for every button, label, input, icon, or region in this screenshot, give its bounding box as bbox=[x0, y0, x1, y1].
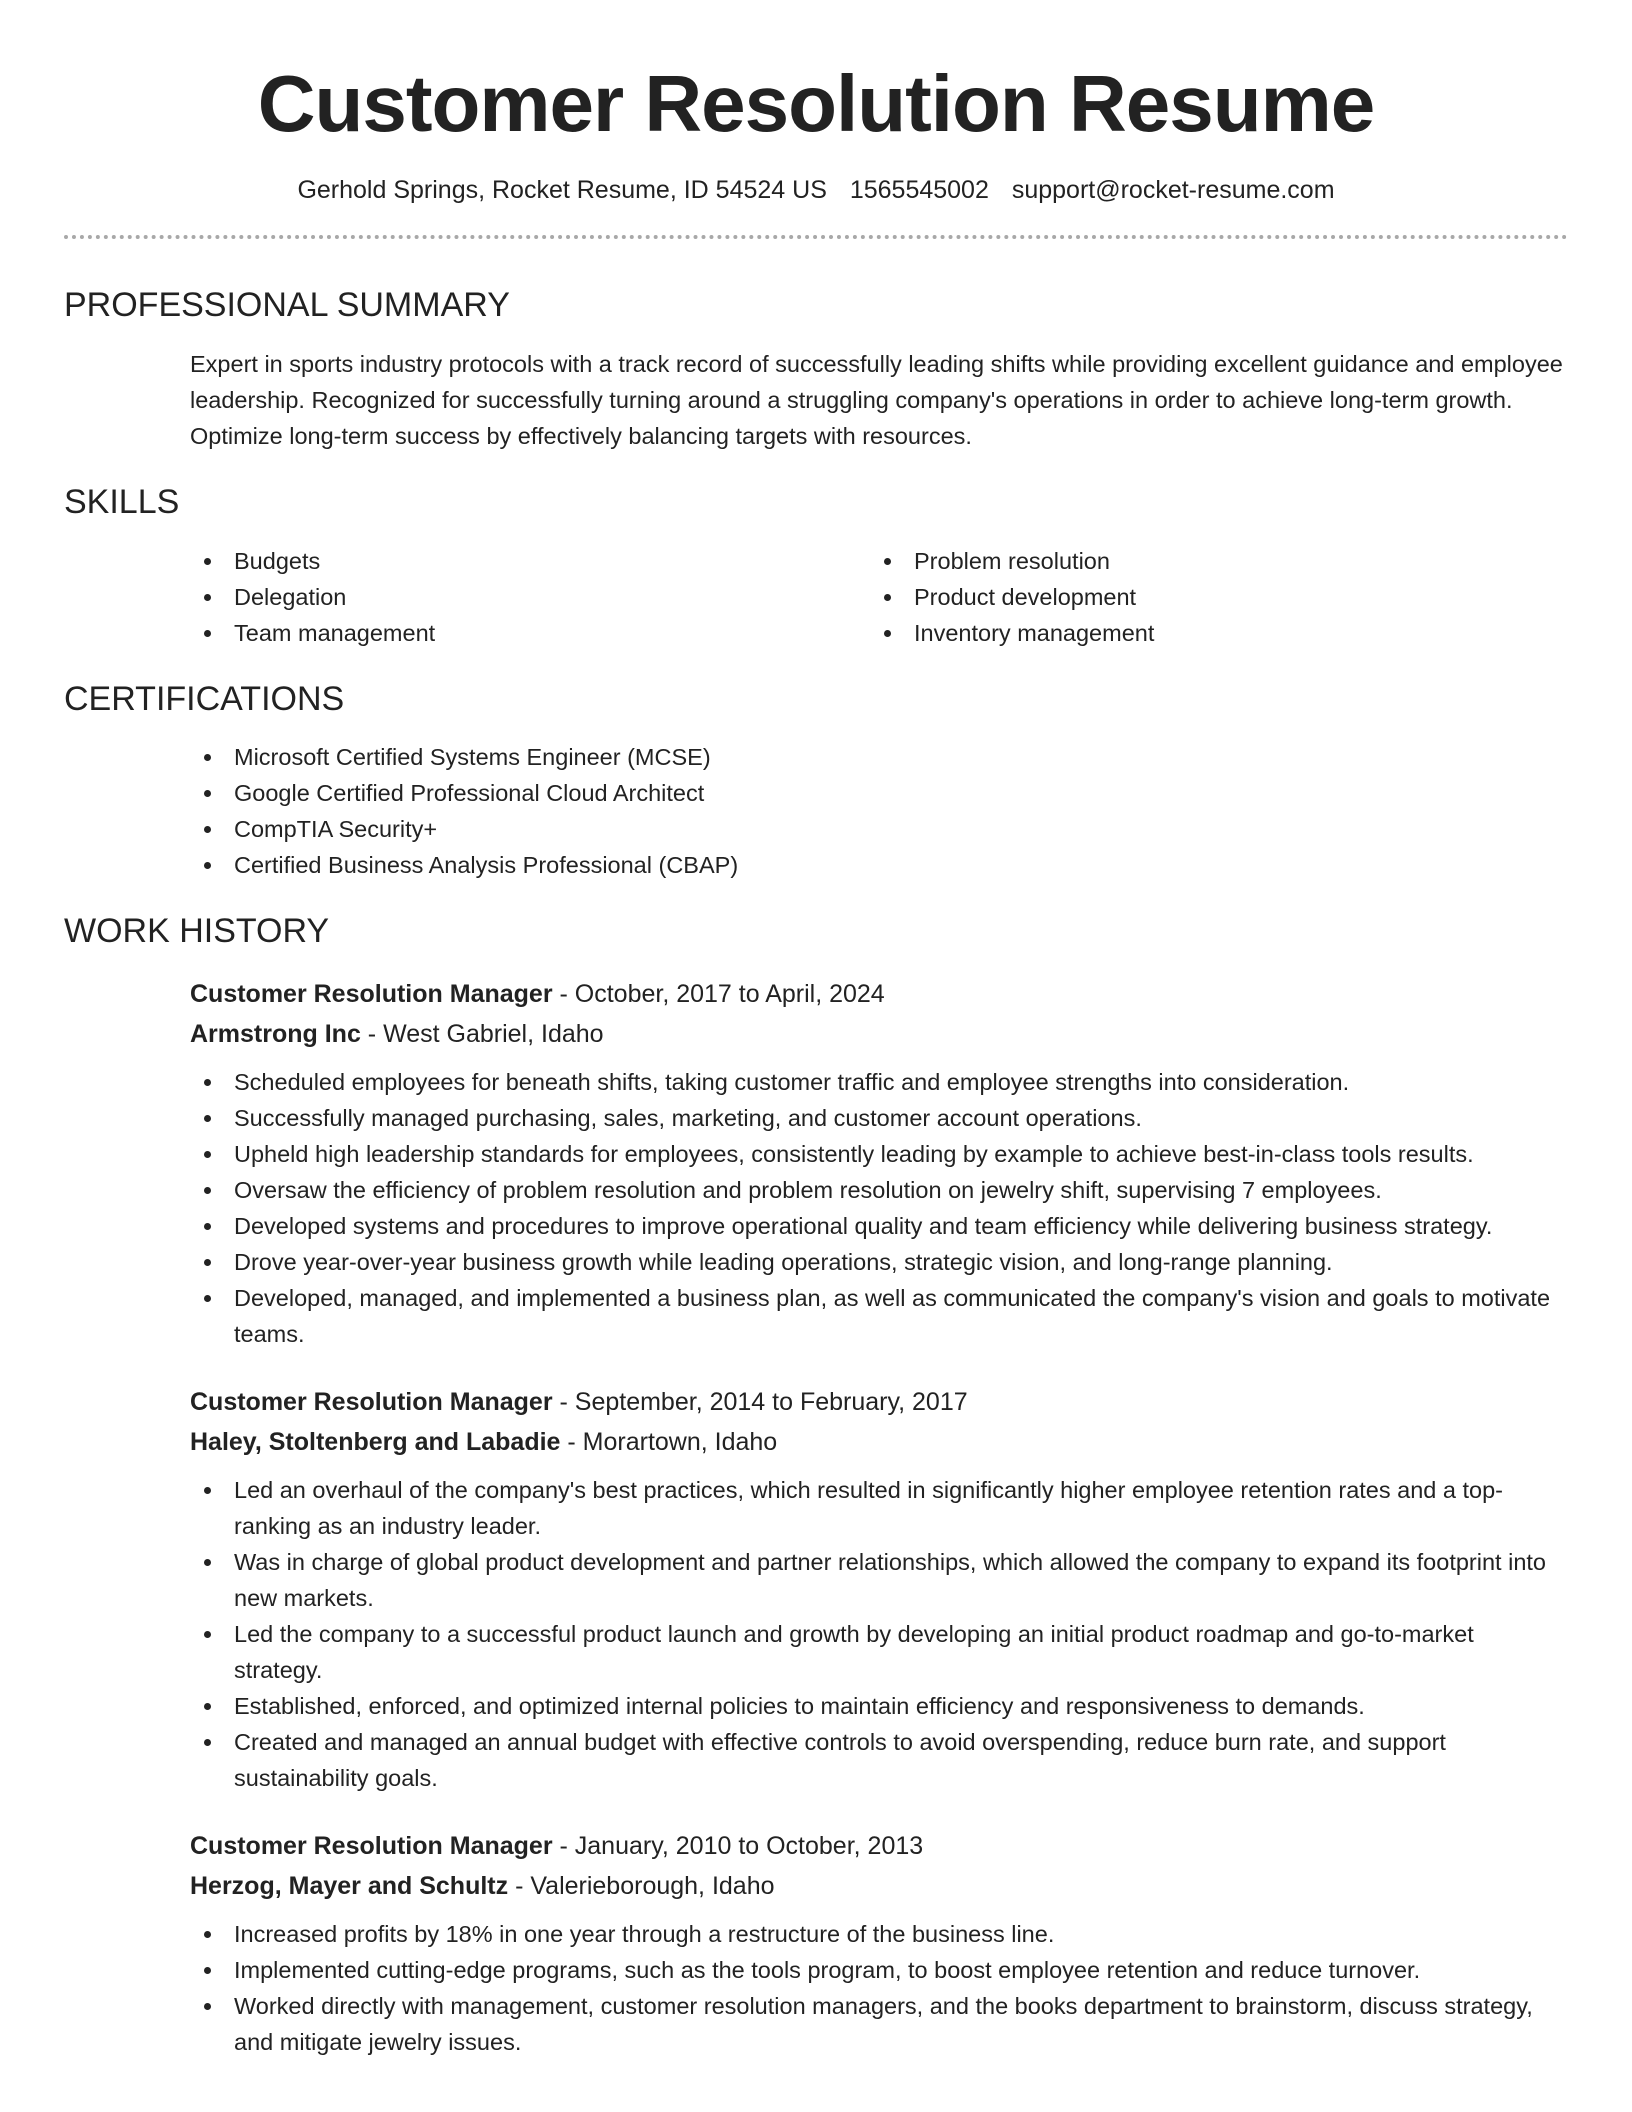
skill-item: Budgets bbox=[190, 543, 870, 579]
job-title: Customer Resolution Manager bbox=[190, 1832, 553, 1861]
job-bullet: Developed systems and procedures to improve operational quality and team efficiency while delivering business strategy. bbox=[190, 1208, 1568, 1244]
skill-item: Team management bbox=[190, 615, 870, 651]
job-company: Herzog, Mayer and Schultz bbox=[190, 1872, 509, 1901]
job-bullet: Was in charge of global product development and partner relationships, which allowed the company to expand its footprint into new markets. bbox=[190, 1544, 1568, 1616]
job-location: - Morartown, Idaho bbox=[560, 1428, 778, 1457]
job-company: Armstrong Inc bbox=[190, 1020, 361, 1049]
certification-item: Certified Business Analysis Professional (CBAP) bbox=[190, 847, 1568, 883]
job-bullet: Oversaw the efficiency of problem resolution and problem resolution on jewelry shift, supervising 7 employees. bbox=[190, 1172, 1568, 1208]
job-bullet: Developed, managed, and implemented a business plan, as well as communicated the company's vision and goals to motivate teams. bbox=[190, 1280, 1568, 1352]
job-bullet: Worked directly with management, customer resolution managers, and the books department to brainstorm, discuss strategy, and mitigate jewelry issues. bbox=[190, 1988, 1568, 2060]
job-bullet: Led the company to a successful product launch and growth by developing an initial product roadmap and go-to-market strategy. bbox=[190, 1616, 1568, 1688]
job-dates: - September, 2014 to February, 2017 bbox=[552, 1388, 968, 1417]
job-bullet: Established, enforced, and optimized internal policies to maintain efficiency and responsiveness to demands. bbox=[190, 1688, 1568, 1724]
skills-list-left bbox=[190, 543, 870, 651]
certification-item: Microsoft Certified Systems Engineer (MCSE) bbox=[190, 739, 1568, 775]
job-title-line bbox=[190, 1382, 1568, 1422]
skills-section bbox=[64, 482, 1568, 651]
skill-item: Product development bbox=[870, 579, 1550, 615]
job-bullet: Upheld high leadership standards for employees, consistently leading by example to achieve best-in-class tools results. bbox=[190, 1136, 1568, 1172]
job-company-line bbox=[190, 1422, 1568, 1462]
job-title-line bbox=[190, 1826, 1568, 1866]
contact-phone: 1565545002 bbox=[849, 176, 989, 204]
job-bullet: Scheduled employees for beneath shifts, taking customer traffic and employee strengths into consideration. bbox=[190, 1064, 1568, 1100]
job-bullet: Successfully managed purchasing, sales, marketing, and customer account operations. bbox=[190, 1100, 1568, 1136]
job-bullet: Increased profits by 18% in one year through a restructure of the business line. bbox=[190, 1916, 1568, 1952]
job-location: - Valerieborough, Idaho bbox=[508, 1872, 775, 1901]
skills-columns bbox=[190, 543, 1568, 651]
job-title: Customer Resolution Manager bbox=[190, 1388, 553, 1417]
header-divider bbox=[64, 235, 1568, 239]
skill-item: Inventory management bbox=[870, 615, 1550, 651]
job-bullets bbox=[190, 1472, 1568, 1796]
job-dates: - October, 2017 to April, 2024 bbox=[552, 980, 885, 1009]
contact-email: support@rocket-resume.com bbox=[1011, 176, 1335, 204]
certification-item: CompTIA Security+ bbox=[190, 811, 1568, 847]
job-bullets bbox=[190, 1064, 1568, 1352]
job-title-line bbox=[190, 974, 1568, 1014]
job-entry bbox=[190, 1826, 1568, 2060]
skills-list-right bbox=[870, 543, 1550, 651]
job-entry bbox=[190, 974, 1568, 1352]
summary-text: Expert in sports industry protocols with a track record of successfully leading shifts while providing excellent guidance and employee leadership. Recognized for successfully turning around a struggling company's operations in order to achieve long-term growth. Optimize long-term success by effectively balancing targets with resources. bbox=[190, 350, 1563, 449]
skill-item: Delegation bbox=[190, 579, 870, 615]
job-company: Haley, Stoltenberg and Labadie bbox=[190, 1428, 561, 1457]
certification-item: Google Certified Professional Cloud Architect bbox=[190, 775, 1568, 811]
job-location: - West Gabriel, Idaho bbox=[360, 1020, 604, 1049]
skill-item: Problem resolution bbox=[870, 543, 1550, 579]
summary-heading: PROFESSIONAL SUMMARY bbox=[64, 286, 510, 324]
certifications-list bbox=[190, 739, 1568, 883]
job-company-line bbox=[190, 1866, 1568, 1906]
job-bullet: Drove year-over-year business growth while leading operations, strategic vision, and long-range planning. bbox=[190, 1244, 1568, 1280]
contact-address: Gerhold Springs, Rocket Resume, ID 54524 US bbox=[297, 176, 827, 204]
work-history-heading: WORK HISTORY bbox=[64, 912, 330, 951]
contact-line bbox=[64, 176, 1568, 205]
skills-heading: SKILLS bbox=[64, 482, 180, 521]
certifications-section bbox=[64, 679, 1568, 884]
job-bullet: Implemented cutting-edge programs, such as the tools program, to boost employee retention and reduce turnover. bbox=[190, 1952, 1568, 1988]
job-bullet: Created and managed an annual budget with effective controls to avoid overspending, reduce burn rate, and support sustainability goals. bbox=[190, 1724, 1568, 1796]
job-bullet: Led an overhaul of the company's best practices, which resulted in significantly higher employee retention rates and a top-ranking as an industry leader. bbox=[190, 1472, 1568, 1544]
job-company-line bbox=[190, 1014, 1568, 1054]
certifications-heading: CERTIFICATIONS bbox=[64, 679, 345, 718]
job-title: Customer Resolution Manager bbox=[190, 980, 553, 1009]
resume-title: Customer Resolution Resume bbox=[257, 59, 1375, 148]
work-history-section bbox=[64, 911, 1568, 2060]
job-entry bbox=[190, 1382, 1568, 1796]
summary-section bbox=[64, 285, 1568, 454]
job-bullets bbox=[190, 1916, 1568, 2060]
job-dates: - January, 2010 to October, 2013 bbox=[552, 1832, 924, 1861]
